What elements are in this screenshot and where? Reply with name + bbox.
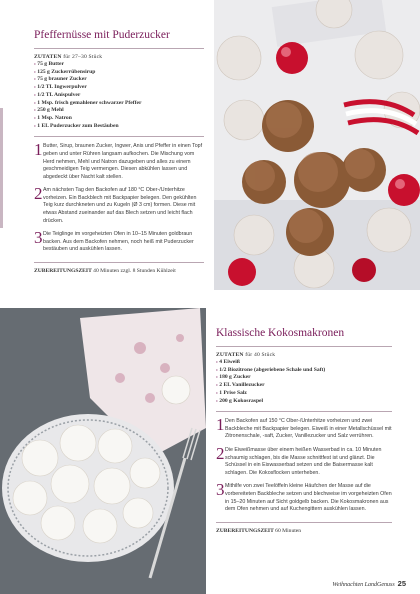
- ingredient-item: › 1/2 TL Ingwerpulver: [34, 84, 204, 92]
- ingredient-item: › 200 g Kokosraspel: [216, 398, 392, 406]
- ingredient-item: › 180 g Zucker: [216, 374, 392, 382]
- ingredient-item: › 2 EL Vanillezucker: [216, 382, 392, 390]
- pfeffernuesse-photo: [214, 0, 420, 290]
- divider: [34, 262, 204, 263]
- divider: [216, 411, 392, 412]
- ingredient-item: › 1 Prise Salz: [216, 390, 392, 398]
- ingredient-item: › 75 g Butter: [34, 61, 204, 69]
- step-number: 2: [216, 444, 225, 463]
- preparation-time: ZUBEREITUNGSZEIT 40 Minuten zzgl. 8 Stunden Kühlzeit: [34, 268, 176, 275]
- divider: [34, 136, 204, 137]
- divider: [34, 48, 204, 49]
- page-edge-tab: [0, 108, 3, 228]
- ingredient-list: [34, 61, 204, 130]
- step: [34, 228, 204, 254]
- step: [34, 184, 204, 225]
- ingredient-item: › 125 g Zuckerrübensirup: [34, 69, 204, 77]
- step: [34, 140, 204, 181]
- step-text: Die Teiglinge im vorgeheizten Ofen in 10–15 Minuten goldbraun backen. Aus dem Backofen nehmen, noch heiß mit Puderzucker bestäuben und auskühlen lassen.: [43, 231, 194, 253]
- ingredient-item: › 1/2 TL Anispulver: [34, 92, 204, 100]
- preparation-time: ZUBEREITUNGSZEIT 60 Minuten: [216, 527, 302, 534]
- page-number: 25: [397, 579, 406, 588]
- step-text: Butter, Sirup, braunen Zucker, Ingwer, Anis und Pfeffer in einen Topf geben und unter Rühren langsam aufkochen. Die Mischung vom Herd nehmen, Mehl und Natron dazugeben und alles zu einem geschmeidigen Teig vermengen. Diesen abkühlen lassen und abgedeckt über Nacht kalt stellen.: [43, 143, 203, 180]
- ingredients-heading: ZUTATEN für 27–30 Stück: [34, 54, 103, 60]
- magazine-name: Weihnachten LandGenuss: [332, 582, 395, 588]
- ingredient-item: › 1/2 Biozitrone (abgeriebene Schale und Saft): [216, 367, 392, 375]
- ingredient-item: › 1 EL Puderzucker zum Bestäuben: [34, 123, 204, 131]
- step-number: 3: [34, 228, 43, 248]
- ingredient-list: [216, 359, 392, 405]
- ingredient-item: › 4 Eiweiß: [216, 359, 392, 367]
- ingredients-heading: ZUTATEN für 40 Stück: [216, 352, 276, 358]
- step-number: 3: [216, 480, 225, 500]
- step-number: 1: [34, 140, 43, 160]
- recipe-title: Klassische Kokosmakronen: [216, 327, 345, 339]
- step-number: 1: [216, 415, 225, 435]
- step: [216, 444, 392, 477]
- step-text: Am nächsten Tag den Backofen auf 180 °C Ober-/Unterhitze vorheizen. Ein Backblech mit Backpapier belegen. Den gekühlten Teig kurz durchkneten und zu Kugeln (Ø 3 cm) formen. Diese mit etwas Abstand zueinander auf das Blech setzen und leicht flach drücken.: [43, 187, 197, 224]
- ingredient-item: › 1 Msp. frisch gemahlener schwarzer Pfeffer: [34, 100, 204, 108]
- step: [216, 415, 392, 441]
- kokosmakronen-photo: [0, 308, 206, 594]
- recipe-title: Pfeffernüsse mit Puderzucker: [34, 29, 170, 41]
- step-text: Mithilfe von zwei Teelöffeln kleine Häufchen der Masse auf die vorbereiteten Backbleche setzen und blechweise im vorgeheizten Ofen in 15–20 Minuten auf Sicht goldgelb backen. Die Kokosmakronen aus dem Ofen nehmen und auf Kuchengittern auskühlen lassen.: [225, 483, 392, 513]
- divider: [216, 522, 392, 523]
- divider: [216, 346, 392, 347]
- ingredient-item: › 75 g brauner Zucker: [34, 76, 204, 84]
- step-text: Die Eiweißmasse über einem heißen Wasserbad in ca. 10 Minuten schaumig schlagen, bis die Masse schnittfest ist und glänzt. Die Schüssel in ein Eiswasserbad setzen und die Baisermasse kalt schlagen. Die Kokosflocken unterheben.: [225, 447, 382, 476]
- step: [216, 480, 392, 513]
- recipe-pfeffernuesse: [34, 28, 204, 275]
- step-text: Den Backofen auf 150 °C Ober-/Unterhitze vorheizen und zwei Backbleche mit Backpapier belegen. Eiweiß in einer Metallschüssel mit Zitronenschale, -saft, Zucker, Vanillezucker und Salz verrühren.: [225, 418, 392, 440]
- ingredient-item: › 250 g Mehl: [34, 107, 204, 115]
- ingredient-item: › 1 Msp. Natron: [34, 115, 204, 123]
- step-number: 2: [34, 184, 43, 204]
- page-footer: [332, 579, 406, 588]
- recipe-kokosmakronen: [216, 326, 392, 535]
